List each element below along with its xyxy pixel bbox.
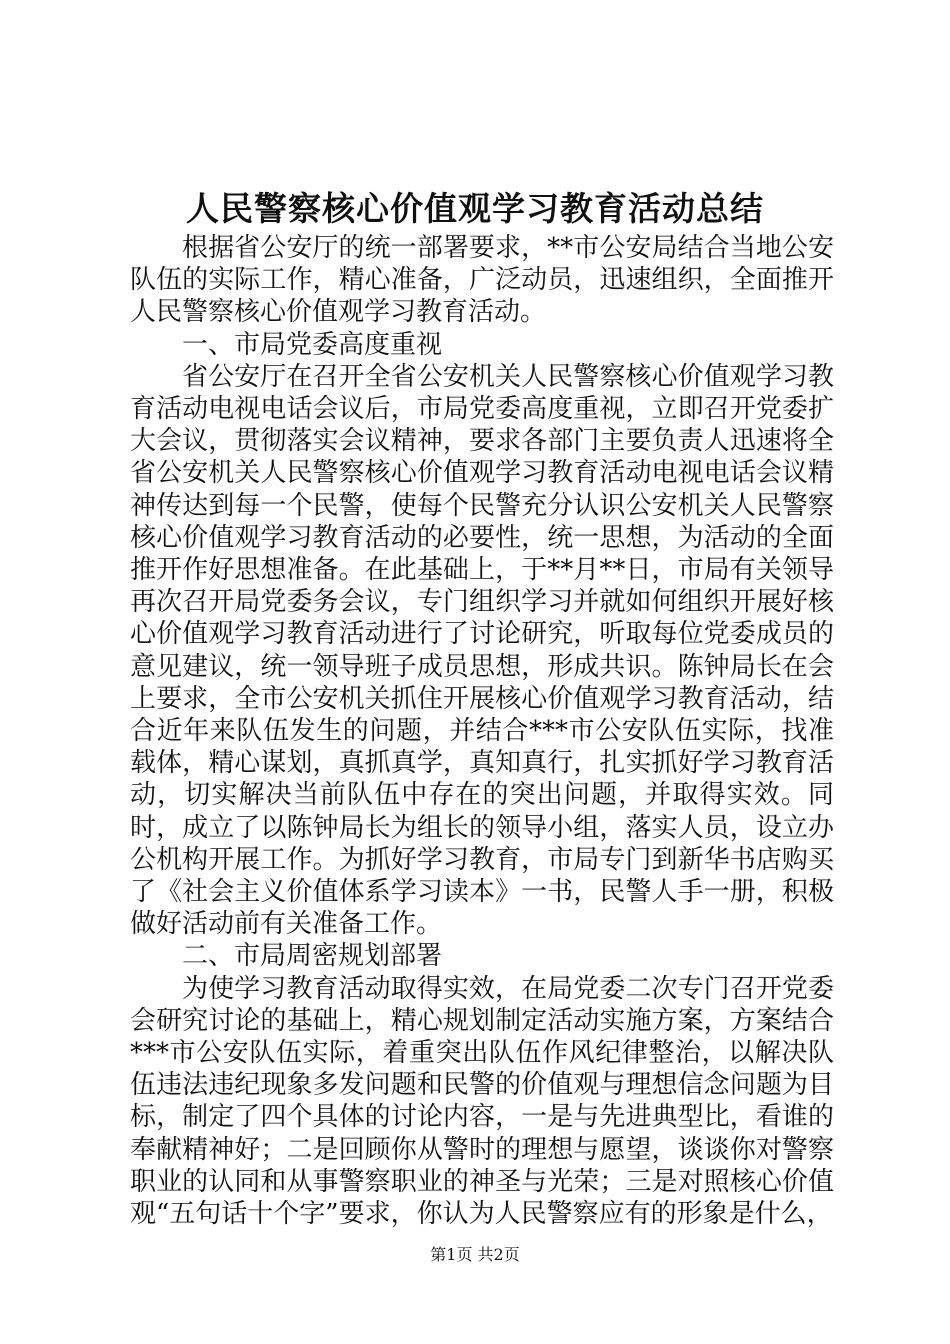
- section-heading-2: 二、市局周密规划部署: [182, 941, 443, 972]
- document-title: 人民警察核心价值观学习教育活动总结: [186, 189, 764, 228]
- intro-paragraph: 根据省公安厅的统一部署要求，**市公安局结合当地公安队伍的实际工作，精心准备，广泛动员，迅速组织，全面推开人民警察核心价值观学习教育活动。: [130, 233, 834, 328]
- document-body: [130, 232, 834, 1230]
- section-1-paragraph: 省公安厅在召开全省公安机关人民警察核心价值观学习教育活动电视电话会议后，市局党委高度重视，立即召开党委扩大会议，贯彻落实会议精神，要求各部门主要负责人迅速将全省公安机关人民警察核心价值观学习教育活动电视电话会议精神传达到每一个民警，使每个民警充分认识公安机关人民警察核心价值观学习教育活动的必要性，统一思想，为活动的全面推开作好思想准备。在此基础上，于**月**日，市局有关领导再次召开局党委务会议，专门组织学习并就如何组织开展好核心价值观学习教育活动进行了讨论研究，听取每位党委成员的意见建议，统一领导班子成员思想，形成共识。陈钟局长在会上要求，全市公安机关抓住开展核心价值观学习教育活动，结合近年来队伍发生的问题，并结合***市公安队伍实际，找准载体，精心谋划，真抓真学，真知真行，扎实抓好学习教育活动，切实解决当前队伍中存在的突出问题，并取得实效。同时，成立了以陈钟局长为组长的领导小组，落实人员，设立办公机构开展工作。为抓好学习教育，市局专门到新华书店购买了《社会主义价值体系学习读本》一书，民警人手一册，积极做好活动前有关准备工作。: [130, 361, 834, 940]
- section-heading-1: 一、市局党委高度重视: [182, 329, 443, 360]
- page-footer: 第1页 共2页: [430, 1245, 520, 1264]
- section-2-paragraph: 为使学习教育活动取得实效，在局党委二次专门召开党委会研究讨论的基础上，精心规划制定活动实施方案，方案结合***市公安队伍实际，着重突出队伍作风纪律整治，以解决队伍违法违纪现象多发问题和民警的价值观与理想信念问题为目标，制定了四个具体的讨论内容，一是与先进典型比，看谁的奉献精神好；二是回顾你从警时的理想与愿望，谈谈你对警察职业的认同和从事警察职业的神圣与光荣；三是对照核心价值观“五句话十个字”要求，你认为人民警察应有的形象是什么，: [130, 973, 834, 1230]
